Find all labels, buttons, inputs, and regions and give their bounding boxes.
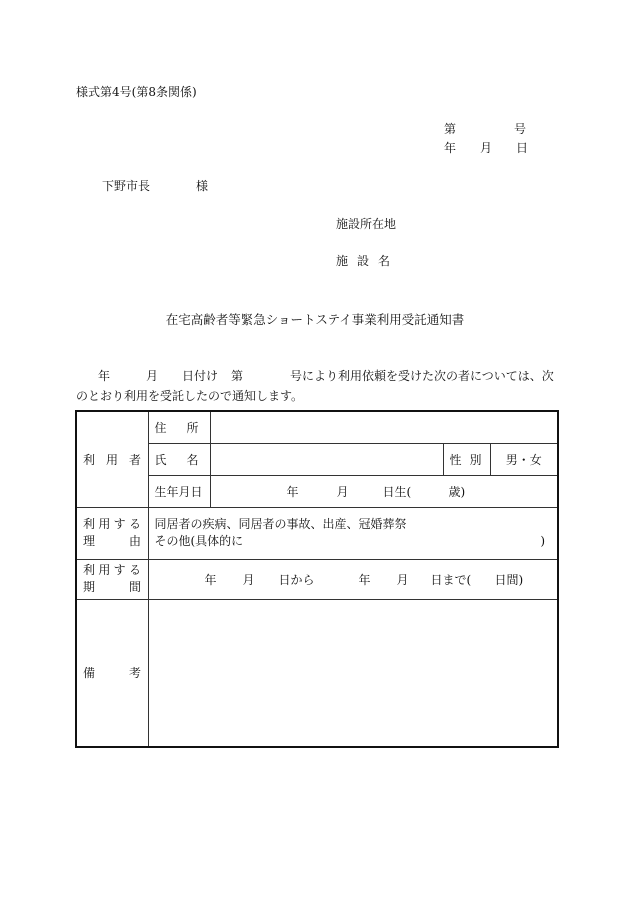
number-dai: 第 (444, 122, 457, 136)
user-label: 利 用 者 (76, 411, 148, 507)
body-year: 年 (98, 369, 111, 383)
sex-label: 性 別 (443, 443, 490, 475)
reason-field[interactable]: 同居者の疾病、同居者の事故、出産、冠婚葬祭 その他(具体的に ) (148, 507, 558, 559)
addressee (102, 178, 222, 194)
body-line-1 (76, 366, 556, 386)
reason-label: 利 用 す る 理 由 (76, 507, 148, 559)
body-dai: 第 (231, 369, 244, 383)
birthdate-field[interactable]: 年 月 日生( 歳) (210, 475, 558, 507)
row-birthdate (76, 475, 558, 507)
body-dated: 日付け (182, 369, 219, 383)
period-label: 利 用 す る 期 間 (76, 559, 148, 599)
row-period (76, 559, 558, 599)
period-field[interactable]: 年 月 日から 年 月 日まで( 日間) (148, 559, 558, 599)
remarks-label: 備 考 (76, 599, 148, 747)
row-address (76, 411, 558, 443)
document-number-line (444, 121, 544, 137)
notification-form-table (75, 410, 559, 748)
date-year: 年 (444, 141, 457, 155)
name-field[interactable] (210, 443, 443, 475)
address-label: 住 所 (148, 411, 210, 443)
document-title: 在宅高齢者等緊急ショートステイ事業利用受託通知書 (165, 312, 465, 327)
name-label: 氏 名 (148, 443, 210, 475)
body-month: 月 (146, 369, 159, 383)
body-text (76, 366, 556, 406)
body-go-text: 号により利用依頼を受けた次の者については、次 (290, 369, 554, 383)
date-day: 日 (516, 141, 529, 155)
body-line-2: のとおり利用を受託したので通知します。 (76, 389, 304, 403)
facility-name-label: 施設名 (336, 254, 400, 268)
address-field[interactable] (210, 411, 558, 443)
addressee-name: 下野市長 (102, 179, 151, 193)
number-go: 号 (514, 122, 527, 136)
row-reason (76, 507, 558, 559)
facility-address-label: 施設所在地 (336, 217, 397, 231)
form-number: 様式第4号(第8条関係) (76, 85, 197, 99)
sex-field[interactable]: 男・女 (490, 443, 558, 475)
date-month: 月 (480, 141, 493, 155)
row-name (76, 443, 558, 475)
birthdate-label: 生年月日 (148, 475, 210, 507)
remarks-field[interactable] (148, 599, 558, 747)
row-remarks (76, 599, 558, 747)
addressee-honorific: 様 (196, 179, 209, 193)
